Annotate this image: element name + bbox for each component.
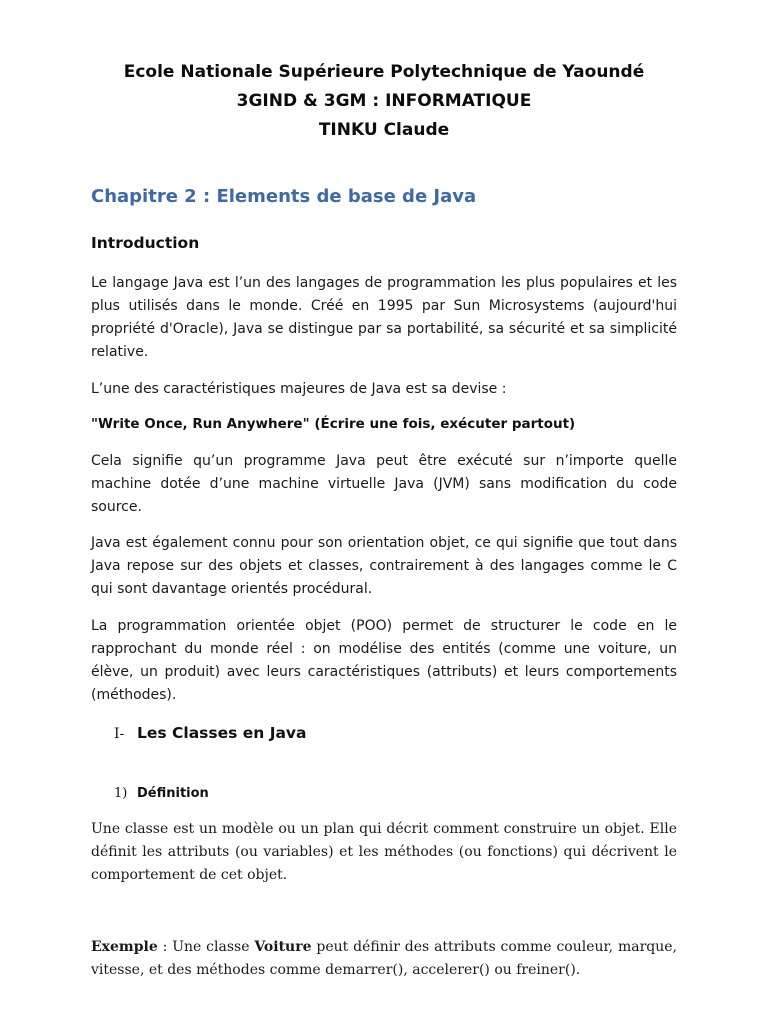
example-class-name: Voiture <box>254 939 312 955</box>
chapter-title: Chapitre 2 : Elements de base de Java <box>91 186 477 207</box>
java-motto: "Write Once, Run Anywhere" (Écrire une fois, exécuter partout) <box>91 416 576 432</box>
intro-paragraph-2: L’une des caractéristiques majeures de Java est sa devise : <box>91 381 507 397</box>
school-name: Ecole Nationale Supérieure Polytechnique de Yaoundé <box>123 62 645 82</box>
document-header <box>0 58 768 145</box>
example-label: Exemple <box>91 939 158 955</box>
intro-paragraph-1: Le langage Java est l’un des langages de programmation les plus populaires et les plus utilisés dans le monde. Créé en 1995 par Sun Microsystems (aujourd'hui propriété d'Oracle), Java se distingue par sa portabilité, sa sécurité et sa simplicité relative. <box>91 275 677 360</box>
intro-paragraph-3: Cela signifie qu’un programme Java peut être exécuté sur n’importe quelle machine dotée d’une machine virtuelle Java (JVM) sans modification du code source. <box>91 453 677 515</box>
intro-paragraph-5: La programmation orientée objet (POO) permet de structurer le code en le rapprochant du monde réel : on modélise des entités (comme une voiture, un élève, un produit) avec leurs caractéristiques (attributs) et leurs comportements (méthodes). <box>91 618 677 703</box>
subsection-heading <box>114 786 209 801</box>
course-name: 3GIND & 3GM : INFORMATIQUE <box>236 91 532 111</box>
introduction-heading: Introduction <box>91 234 200 252</box>
example-paragraph <box>91 936 677 982</box>
subsection-title: Définition <box>137 786 209 801</box>
section-title: Les Classes en Java <box>137 724 307 742</box>
definition-paragraph: Une classe est un modèle ou un plan qui décrit comment construire un objet. Elle définit les attributs (ou variables) et les méthodes (ou fonctions) qui décrivent le comportement de cet objet. <box>91 821 677 883</box>
example-intro: : Une classe <box>157 939 255 955</box>
example-description: peut définir des attributs comme couleur, marque, vitesse, et des méthodes comme demarrer(), accelerer() ou freiner(). <box>91 939 678 978</box>
intro-paragraph-4: Java est également connu pour son orientation objet, ce qui signifie que tout dans Java repose sur des objets et classes, contrairement à des langages comme le C qui sont davantage orientés procédural. <box>91 535 677 597</box>
section-number: I- <box>114 726 125 742</box>
author-name: TINKU Claude <box>318 120 450 140</box>
section-heading <box>114 724 306 742</box>
subsection-number: 1) <box>114 786 128 801</box>
